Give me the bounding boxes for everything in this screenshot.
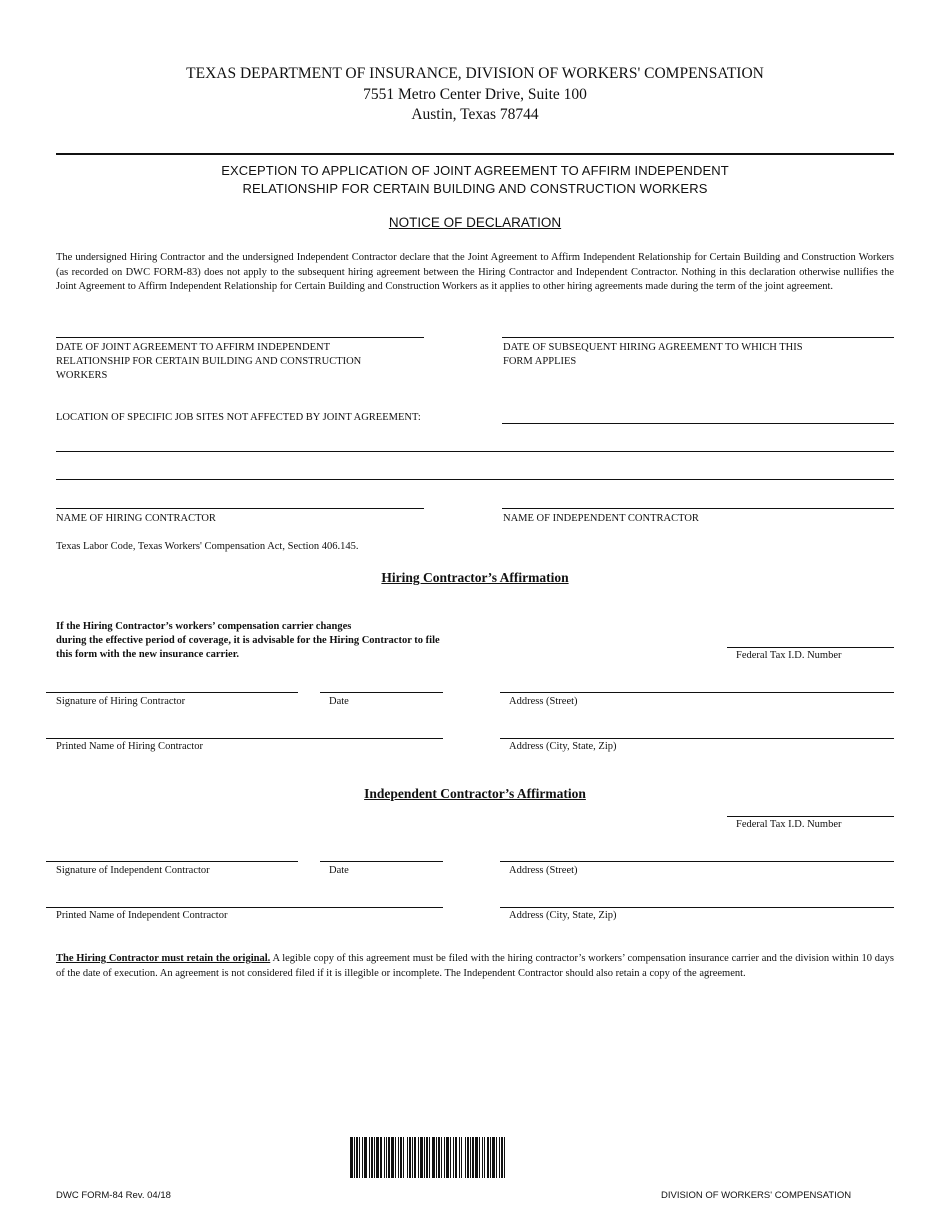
independent-address-street-label: Address (Street) [509, 865, 578, 876]
hiring-note-line2: during the effective period of coverage, it is advisable for the Hiring Contractor to file [56, 635, 440, 646]
agency-street: 7551 Metro Center Drive, Suite 100 [363, 86, 587, 103]
notice-heading: NOTICE OF DECLARATION [388, 215, 562, 230]
hiring-tax-id-line[interactable] [727, 647, 894, 648]
agency-city: Austin, Texas 78744 [411, 106, 539, 123]
retention-body: A legible copy of this agreement must be filed with the hiring contractor’s workers’ compensation insurance carrier and the division within 10 days of the date of execution. An agreement is not considered filed if it is illegible or incomplete. The Independent Contractor should also retain a copy of the agreement. [56, 953, 894, 979]
date-subsequent-label-line2: FORM APPLIES [503, 356, 577, 367]
job-sites-label: LOCATION OF SPECIFIC JOB SITES NOT AFFECTED BY JOINT AGREEMENT: [56, 412, 421, 423]
hiring-address-street-line[interactable] [500, 692, 894, 693]
job-sites-line-3[interactable] [56, 479, 894, 480]
footer-division: DIVISION OF WORKERS' COMPENSATION [661, 1190, 852, 1201]
hiring-printed-name-label: Printed Name of Hiring Contractor [56, 741, 203, 752]
hiring-signature-label: Signature of Hiring Contractor [56, 696, 186, 707]
independent-date-label: Date [329, 865, 349, 876]
independent-affirmation-heading: Independent Contractor’s Affirmation [364, 786, 586, 801]
form-barcode [350, 1137, 602, 1178]
hiring-printed-name-line[interactable] [46, 738, 443, 739]
independent-printed-name-line[interactable] [46, 907, 443, 908]
declaration-paragraph: The undersigned Hiring Contractor and the undersigned Independent Contractor declare that the Joint Agreement to Affirm Independent Relationship for Certain Building and Construction Workers (as recorded on DWC FORM-83) does not apply to the subsequent hiring agreement between the Hiring Contractor and Independent Contractor. Nothing in this declaration otherwise nullifies the Joint Agreement to Affirm Independent Relationship for Certain Building and Construction Workers as it applies to other hiring agreements made during the term of the joint agreement. [56, 252, 894, 293]
date-joint-label-line2: RELATIONSHIP FOR CERTAIN BUILDING AND CONSTRUCTION [56, 356, 362, 367]
date-joint-agreement-label [56, 341, 436, 383]
header-divider [56, 153, 894, 155]
hiring-address-street-label: Address (Street) [509, 696, 578, 707]
independent-tax-id-label: Federal Tax I.D. Number [736, 819, 842, 830]
hiring-tax-id-label: Federal Tax I.D. Number [736, 650, 842, 661]
agency-name: TEXAS DEPARTMENT OF INSURANCE, DIVISION OF WORKERS' COMPENSATION [186, 65, 764, 82]
barcode-gap [505, 1137, 508, 1178]
date-subsequent-label-line1: DATE OF SUBSEQUENT HIRING AGREEMENT TO WHICH THIS [503, 342, 803, 353]
independent-date-line[interactable] [320, 861, 443, 862]
independent-tax-id-line[interactable] [727, 816, 894, 817]
date-joint-agreement-line[interactable] [56, 337, 424, 338]
date-joint-label-line3: WORKERS [56, 370, 108, 381]
independent-address-city-label: Address (City, State, Zip) [509, 910, 617, 921]
hiring-contractor-name-line[interactable] [56, 508, 424, 509]
hiring-affirmation-heading: Hiring Contractor’s Affirmation [381, 570, 569, 585]
hiring-date-label: Date [329, 696, 349, 707]
independent-address-street-line[interactable] [500, 861, 894, 862]
hiring-address-city-label: Address (City, State, Zip) [509, 741, 617, 752]
independent-address-city-line[interactable] [500, 907, 894, 908]
form-title-line2: RELATIONSHIP FOR CERTAIN BUILDING AND CONSTRUCTION WORKERS [242, 181, 708, 196]
hiring-contractor-name-label: NAME OF HIRING CONTRACTOR [56, 513, 216, 524]
hiring-address-city-line[interactable] [500, 738, 894, 739]
hiring-signature-line[interactable] [46, 692, 298, 693]
retention-lead: The Hiring Contractor must retain the original. [56, 953, 271, 964]
hiring-note-line1: If the Hiring Contractor’s workers’ compensation carrier changes [56, 621, 352, 632]
job-sites-line-1[interactable] [502, 423, 894, 424]
form-title-line1: EXCEPTION TO APPLICATION OF JOINT AGREEMENT TO AFFIRM INDEPENDENT [221, 163, 729, 178]
hiring-note-line3: this form with the new insurance carrier. [56, 649, 240, 660]
date-subsequent-agreement-label [503, 341, 893, 369]
statute-citation: Texas Labor Code, Texas Workers' Compensation Act, Section 406.145. [56, 541, 359, 552]
independent-signature-line[interactable] [46, 861, 298, 862]
independent-signature-label: Signature of Independent Contractor [56, 865, 210, 876]
hiring-carrier-note [56, 620, 616, 662]
job-sites-line-2[interactable] [56, 451, 894, 452]
form-number: DWC FORM-84 Rev. 04/18 [56, 1190, 171, 1201]
date-subsequent-agreement-line[interactable] [502, 337, 894, 338]
hiring-date-line[interactable] [320, 692, 443, 693]
date-joint-label-line1: DATE OF JOINT AGREEMENT TO AFFIRM INDEPENDENT [56, 342, 330, 353]
retention-notice [56, 952, 894, 981]
independent-printed-name-label: Printed Name of Independent Contractor [56, 910, 228, 921]
independent-contractor-name-line[interactable] [502, 508, 894, 509]
independent-contractor-name-label: NAME OF INDEPENDENT CONTRACTOR [503, 513, 699, 524]
